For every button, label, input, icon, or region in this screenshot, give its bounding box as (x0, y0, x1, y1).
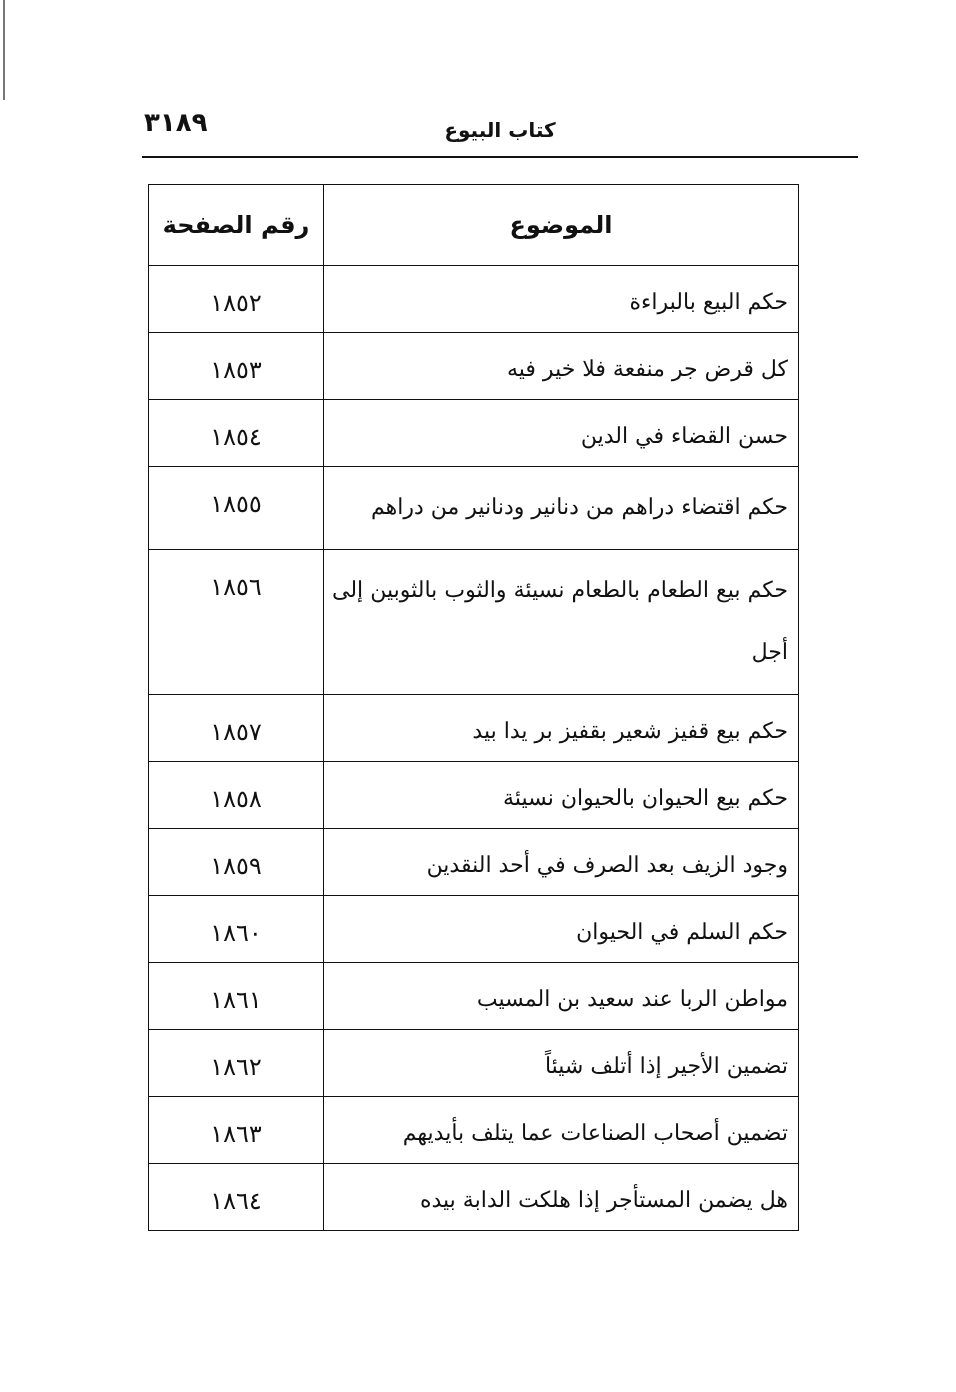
topic-cell: مواطن الربا عند سعيد بن المسيب (324, 963, 799, 1030)
topic-cell: كل قرض جر منفعة فلا خير فيه (324, 333, 799, 400)
topic-column-header: الموضوع (324, 185, 799, 266)
page-number-cell: ١٨٥٤ (149, 400, 324, 467)
page-number-cell: ١٨٦٤ (149, 1164, 324, 1231)
table-row (149, 400, 799, 467)
topic-cell: هل يضمن المستأجر إذا هلكت الدابة بيده (324, 1164, 799, 1231)
page-number-cell: ١٨٥٧ (149, 695, 324, 762)
page-number-cell: ١٨٥٨ (149, 762, 324, 829)
table-header-row (149, 185, 799, 266)
page-number-cell: ١٨٦٣ (149, 1097, 324, 1164)
table-row (149, 829, 799, 896)
topic-cell: تضمين الأجير إذا أتلف شيئاً (324, 1030, 799, 1097)
contents-table (148, 184, 799, 1231)
topic-cell: حكم بيع الطعام بالطعام نسيئة والثوب بالثوبين إلى أجل (324, 550, 799, 695)
topic-cell: حكم السلم في الحيوان (324, 896, 799, 963)
page-number-cell: ١٨٦١ (149, 963, 324, 1030)
topic-cell: حكم اقتضاء دراهم من دنانير ودنانير من دراهم (324, 467, 799, 550)
table-row (149, 550, 799, 695)
topic-cell: وجود الزيف بعد الصرف في أحد النقدين (324, 829, 799, 896)
table-row (149, 467, 799, 550)
page-number-cell: ١٨٦٠ (149, 896, 324, 963)
table-row (149, 266, 799, 333)
table-row (149, 762, 799, 829)
page-number-cell: ١٨٥٥ (149, 467, 324, 550)
topic-cell: تضمين أصحاب الصناعات عما يتلف بأيديهم (324, 1097, 799, 1164)
page-number-cell: ١٨٦٢ (149, 1030, 324, 1097)
scan-edge-line (3, 0, 5, 100)
running-title: كتاب البيوع (444, 118, 556, 142)
topic-cell: حكم بيع الحيوان بالحيوان نسيئة (324, 762, 799, 829)
table-row (149, 896, 799, 963)
page-number-cell: ١٨٥٣ (149, 333, 324, 400)
page-number: ٣١٨٩ (144, 108, 208, 138)
table-row (149, 333, 799, 400)
table-row (149, 1030, 799, 1097)
table-row (149, 1097, 799, 1164)
topic-cell: حكم بيع قفيز شعير بقفيز بر يدا بيد (324, 695, 799, 762)
page-number-cell: ١٨٥٦ (149, 550, 324, 695)
table-row (149, 963, 799, 1030)
table-row (149, 695, 799, 762)
table-row (149, 1164, 799, 1231)
topic-cell: حسن القضاء في الدين (324, 400, 799, 467)
page-column-header: رقم الصفحة (149, 185, 324, 266)
topic-cell: حكم البيع بالبراءة (324, 266, 799, 333)
page-number-cell: ١٨٥٢ (149, 266, 324, 333)
page-header (142, 104, 858, 158)
page-number-cell: ١٨٥٩ (149, 829, 324, 896)
